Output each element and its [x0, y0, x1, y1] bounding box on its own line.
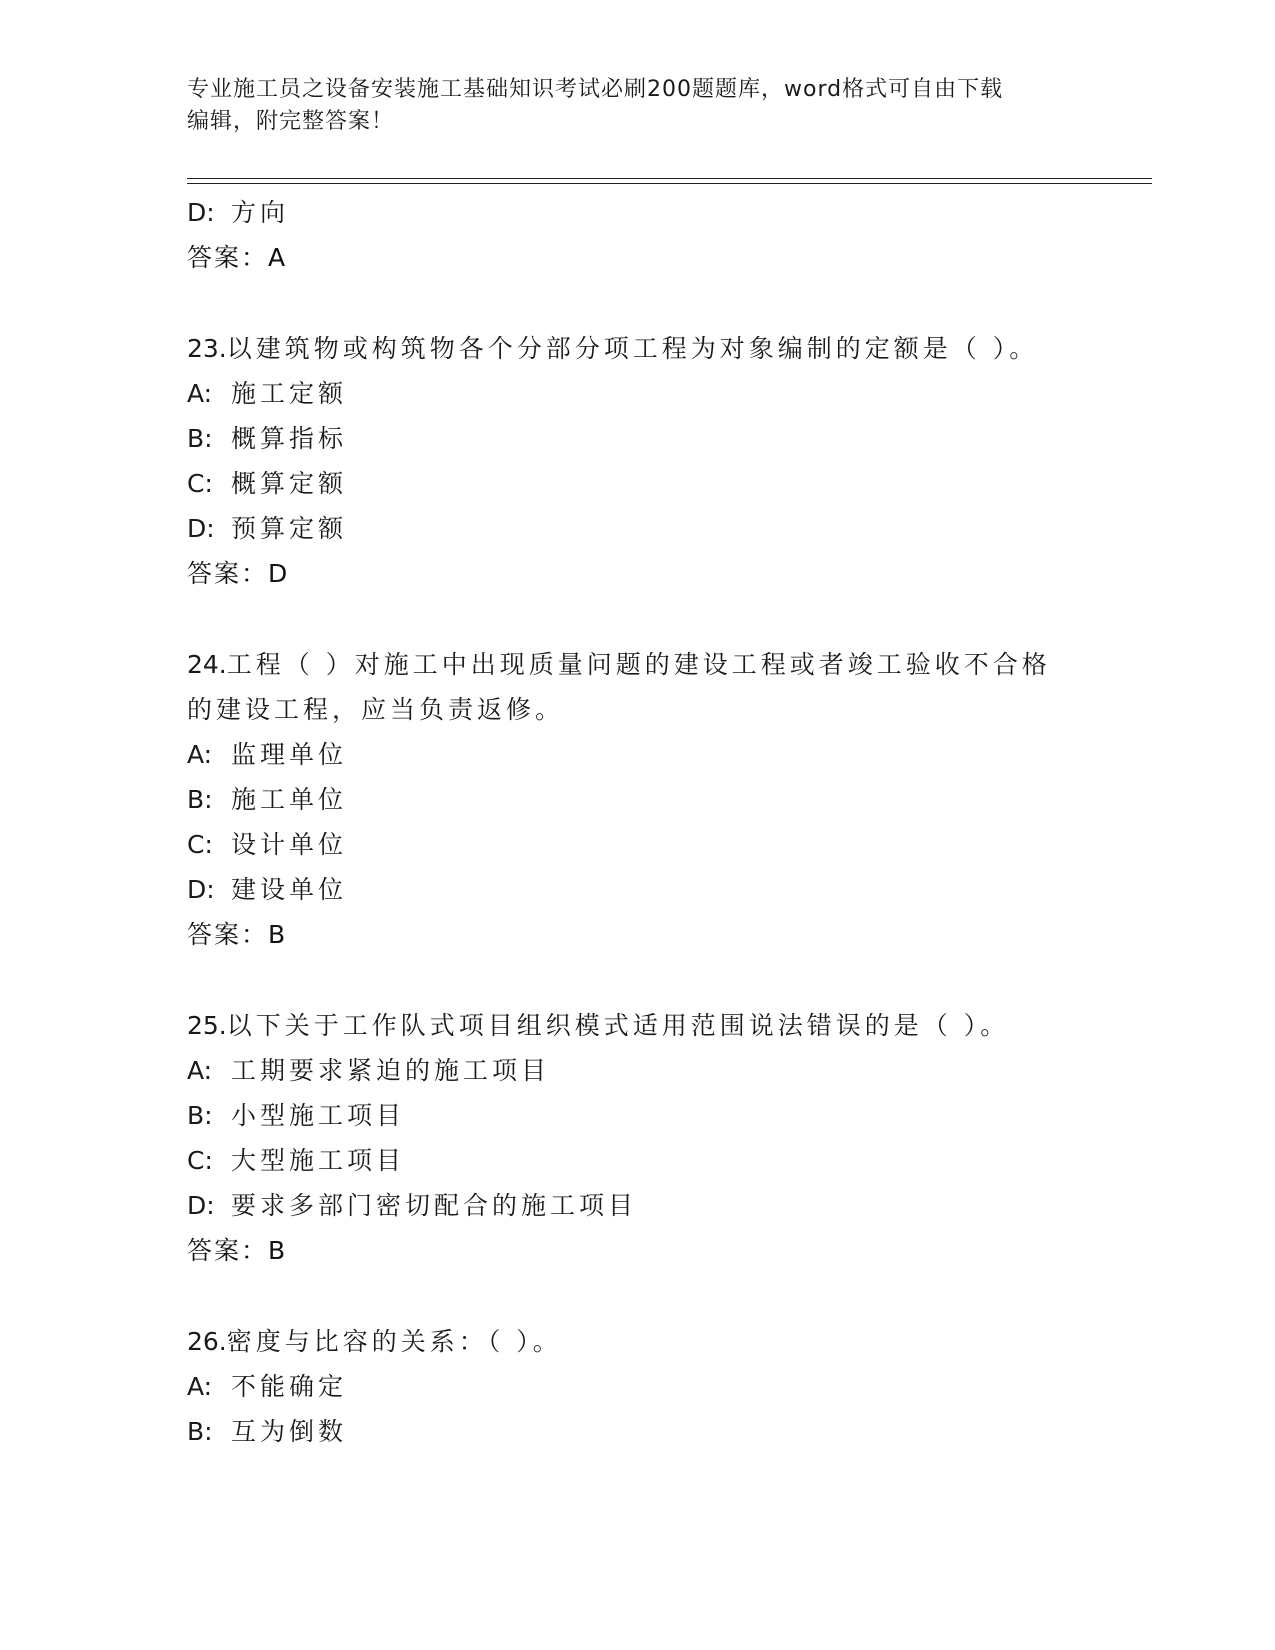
option-a: A: 不能确定	[187, 1372, 348, 1401]
option-a: A: 监理单位	[187, 740, 348, 769]
option-b: B: 概算指标	[187, 424, 348, 453]
question-26	[187, 1319, 1127, 1454]
question-24	[187, 642, 1127, 958]
option-b: B: 小型施工项目	[187, 1101, 406, 1130]
answer-line: 答案：B	[187, 920, 288, 949]
answer-line: 答案：D	[187, 559, 290, 588]
option-c: C: 大型施工项目	[187, 1146, 406, 1175]
option-d: D: 方向	[187, 198, 290, 227]
question-stem: 26.密度与比容的关系：（ ）。	[187, 1327, 562, 1356]
question-stem-continued: 的建设工程，应当负责返修。	[187, 695, 565, 724]
question-stem: 25.以下关于工作队式项目组织模式适用范围说法错误的是（ ）。	[187, 1011, 1010, 1040]
header-title-line-1: 专业施工员之设备安装施工基础知识考试必刷200题题库，word格式可自由下载	[187, 77, 1004, 102]
header-rule-top	[187, 178, 1152, 179]
document-header	[187, 74, 1087, 138]
answer-line: 答案：B	[187, 1236, 288, 1265]
question-list	[187, 190, 1127, 1454]
header-rule-bottom	[187, 183, 1152, 184]
question-25	[187, 1003, 1127, 1274]
option-a: A: 施工定额	[187, 379, 348, 408]
question-stem: 24.工程（ ）对施工中出现质量问题的建设工程或者竣工验收不合格	[187, 650, 1051, 679]
question-23	[187, 326, 1127, 597]
option-d: D: 要求多部门密切配合的施工项目	[187, 1191, 638, 1220]
question-fragment	[187, 190, 1127, 281]
option-d: D: 建设单位	[187, 875, 348, 904]
option-a: A: 工期要求紧迫的施工项目	[187, 1056, 551, 1085]
option-b: B: 施工单位	[187, 785, 348, 814]
option-c: C: 设计单位	[187, 830, 348, 859]
answer-line: 答案：A	[187, 243, 288, 272]
header-title-line-2: 编辑，附完整答案！	[187, 109, 395, 134]
option-c: C: 概算定额	[187, 469, 348, 498]
option-b: B: 互为倒数	[187, 1417, 348, 1446]
option-d: D: 预算定额	[187, 514, 348, 543]
question-stem: 23.以建筑物或构筑物各个分部分项工程为对象编制的定额是（ ）。	[187, 334, 1039, 363]
